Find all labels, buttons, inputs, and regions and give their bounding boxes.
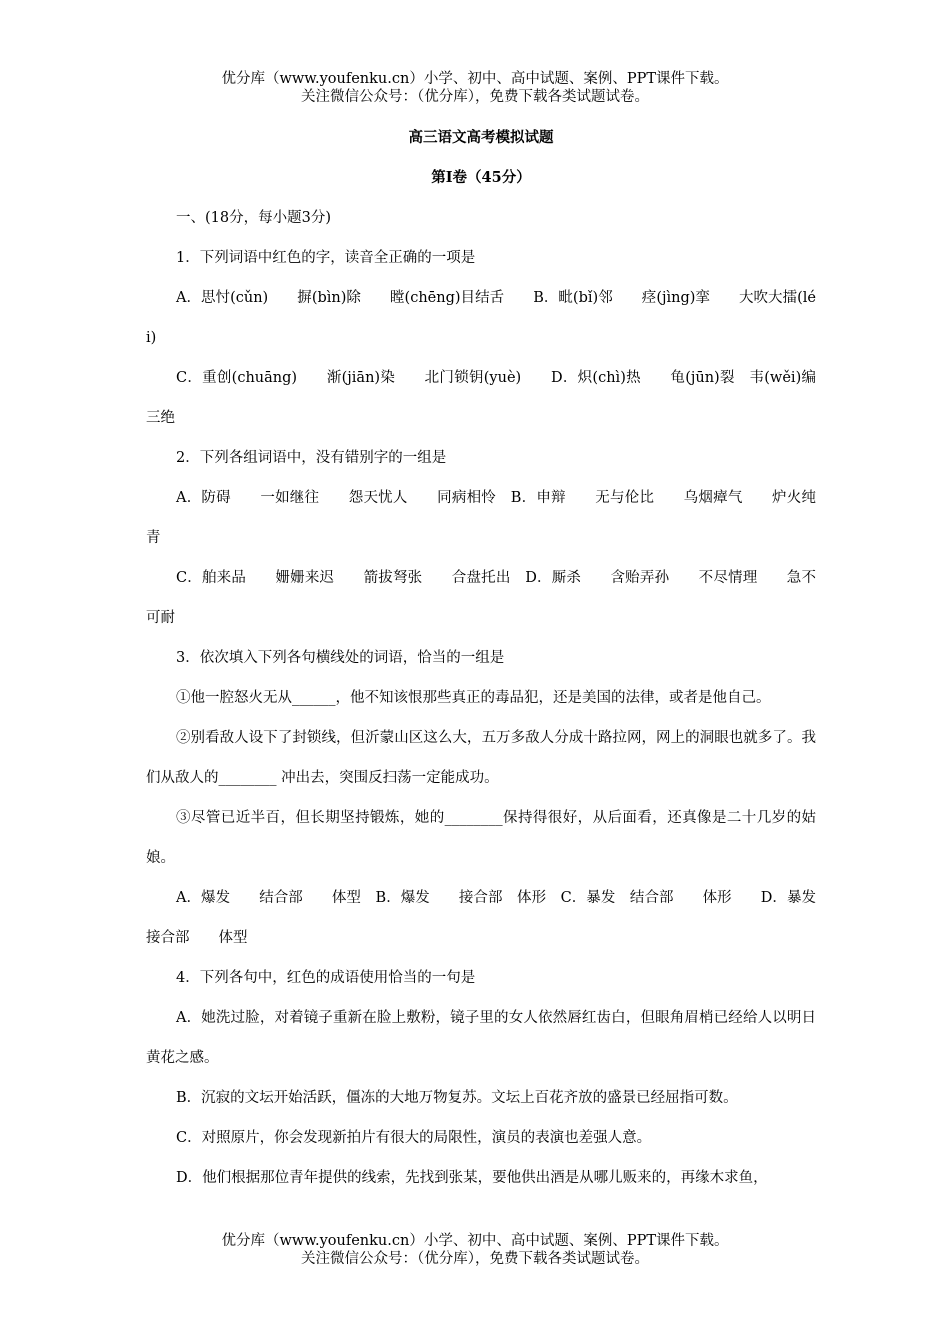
question-1-options-cd: C．重创(chuāng) 渐(jiān)染 北门锁钥(yuè) D．炽(chì)热 龟(jūn)裂 韦(wěi)编三绝 (146, 370, 816, 426)
document-body (146, 126, 845, 1198)
footer-line-1: 优分库（www.youfenku.cn）小学、初中、高中试题、案例、PPT课件下载。 (221, 1233, 729, 1249)
question-4-option-c: C．对照原片，你会发现新拍片有很大的局限性，演员的表演也差强人意。 (176, 1130, 652, 1146)
question-3-sentence-2: ②别看敌人设下了封锁线，但沂蒙山区这么大，五万多敌人分成十路拉网，网上的洞眼也就多了。我们从敌人的________ 冲出去，突围反扫荡一定能成功。 (146, 730, 816, 786)
question-4-option-a: A．她洗过脸，对着镜子重新在脸上敷粉，镜子里的女人依然唇红齿白，但眼角眉梢已经给人以明日黄花之感。 (146, 1010, 816, 1066)
question-3-sentence-1: ①他一腔怒火无从______，他不知该恨那些真正的毒品犯，还是美国的法律，或者是他自己。 (176, 690, 771, 706)
question-4-option-b: B．沉寂的文坛开始活跃，僵冻的大地万物复苏。文坛上百花齐放的盛景已经屈指可数。 (176, 1090, 738, 1106)
page-footer (0, 1232, 950, 1268)
question-1-options-ab: A．思忖(cǔn) 摒(bìn)除 瞠(chēng)目结舌 B．毗(bǐ)邻 痉(jìng)挛 大吹大擂(léi) (146, 290, 816, 346)
question-4-stem: 4．下列各句中，红色的成语使用恰当的一句是 (176, 970, 476, 986)
question-2-options-ab: A．防碍 一如继往 怨天忧人 同病相怜 B．申辩 无与伦比 乌烟瘴气 炉火纯青 (146, 490, 816, 546)
question-2-stem: 2．下列各组词语中，没有错别字的一组是 (176, 450, 447, 466)
question-1-stem: 1．下列词语中红色的字，读音全正确的一项是 (176, 250, 476, 266)
section-title: 第I卷（45分） (431, 169, 531, 186)
footer-line-2: 关注微信公众号：（优分库），免费下载各类试题试卷。 (301, 1251, 649, 1267)
page-header (0, 70, 950, 106)
header-line-1: 优分库（www.youfenku.cn）小学、初中、高中试题、案例、PPT课件下载。 (221, 71, 729, 87)
question-4-option-d: D．他们根据那位青年提供的线索，先找到张某，要他供出酒是从哪儿贩来的，再缘木求鱼， (176, 1170, 768, 1186)
question-3-stem: 3．依次填入下列各句横线处的词语，恰当的一组是 (176, 650, 505, 666)
document-title: 高三语文高考模拟试题 (408, 129, 554, 146)
header-line-2: 关注微信公众号：（优分库），免费下载各类试题试卷。 (301, 89, 649, 105)
question-3-sentence-3: ③尽管已近半百，但长期坚持锻炼，她的________保持得很好，从后面看，还真像是二十几岁的姑娘。 (146, 810, 816, 866)
question-2-options-cd: C．舶来品 姗姗来迟 箭拔弩张 合盘托出 D．厮杀 含贻弄孙 不尽情理 急不可耐 (146, 570, 816, 626)
section-instructions: 一、(18分，每小题3分) (176, 210, 331, 226)
question-3-options: A．爆发 结合部 体型 B．爆发 接合部 体形 C．暴发 结合部 体形 D．暴发 接合部 体型 (146, 890, 845, 946)
